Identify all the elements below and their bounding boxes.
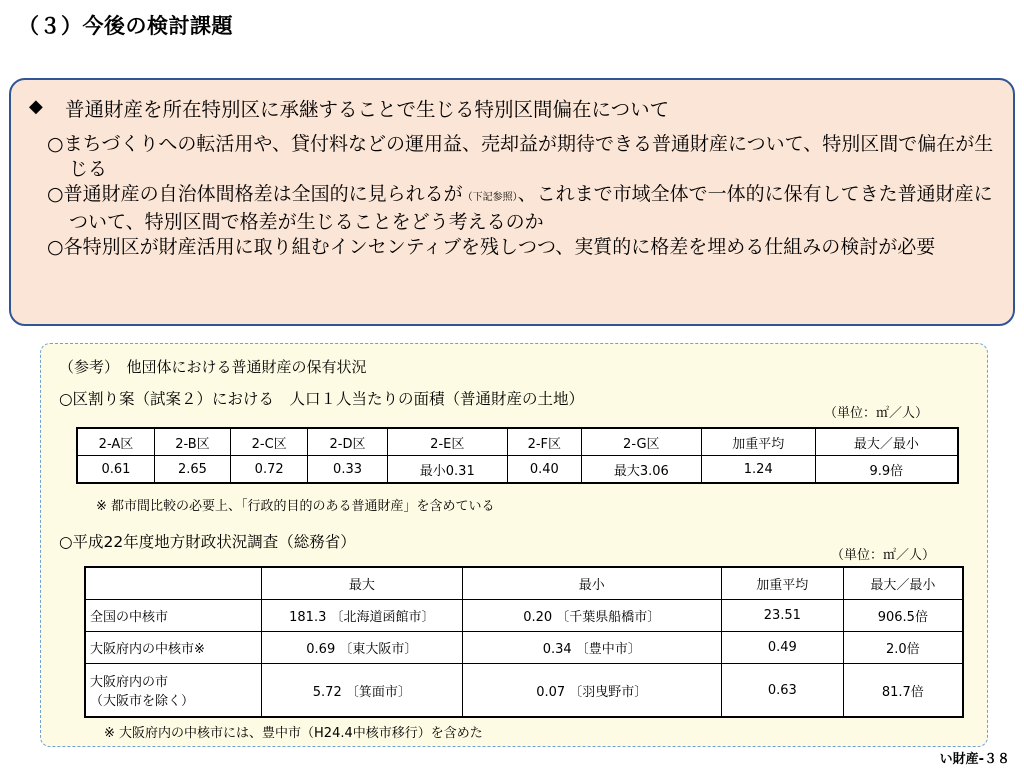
row-label-line1: 大阪府内の市	[90, 675, 169, 690]
row-label-line2: （大阪市を除く）	[90, 694, 195, 709]
header-cell: 2-B区	[154, 428, 230, 456]
table1-unit: （単位：㎡／人）	[824, 406, 929, 421]
table-row	[77, 456, 958, 484]
header-cell: 2-C区	[230, 428, 307, 456]
issue-point-1: ○まちづくりへの転活用や、貸付料などの運用益、売却益が期待できる普通財産について、特別区間で偏在が生じる	[47, 133, 994, 180]
header-cell: 2-D区	[308, 428, 387, 456]
header-cell: 加重平均	[701, 428, 815, 456]
avg-cell: 23.51	[721, 600, 843, 632]
max-cell: 5.72 〔箕面市〕	[262, 664, 463, 718]
table1-subheading: ○区割り案（試案２）における 人口１人当たりの面積（普通財産の土地）	[59, 390, 585, 408]
row-label: 全国の中核市	[85, 600, 262, 632]
reference-heading: （参考） 他団体における普通財産の保有状況	[59, 358, 367, 376]
row-label	[85, 664, 262, 718]
value-cell: 最大3.06	[581, 456, 701, 484]
value-cell: 0.40	[507, 456, 581, 484]
page-title: （３）今後の検討課題	[18, 14, 233, 38]
max-cell: 0.69 〔東大阪市〕	[262, 632, 463, 664]
ratio-cell: 2.0倍	[843, 632, 963, 664]
page-number: い財産-３８	[939, 752, 1010, 767]
issue-point-3: ○各特別区が財産活用に取り組むインセンティブを残しつつ、実質的に格差を埋める仕組みの検討が必要	[47, 236, 936, 258]
issue-points	[47, 132, 1007, 260]
max-cell: 181.3 〔北海道函館市〕	[262, 600, 463, 632]
header-cell: 最小	[462, 567, 721, 600]
table-header-row	[85, 567, 963, 600]
table1-note: ※ 都市間比較の必要上、「行政的目的のある普通財産」を含めている	[96, 499, 495, 514]
diamond-bullet-icon: ◆	[29, 96, 43, 117]
header-cell: 加重平均	[721, 567, 843, 600]
reference-box	[40, 343, 988, 747]
ratio-cell: 906.5倍	[843, 600, 963, 632]
issue-point-2	[47, 182, 1007, 235]
issue-point-2-text-a: ○普通財産の自治体間格差は全国的に見られるが	[47, 183, 463, 205]
see-below-note: （下記参照）	[462, 192, 518, 203]
header-cell-empty	[85, 567, 262, 600]
value-cell: 最小0.31	[387, 456, 507, 484]
issue-box	[9, 78, 1015, 326]
value-cell: 1.24	[701, 456, 815, 484]
value-cell: 9.9倍	[815, 456, 958, 484]
header-cell: 2-E区	[387, 428, 507, 456]
value-cell: 0.61	[77, 456, 154, 484]
table-row	[85, 664, 963, 718]
table-header-row	[77, 428, 958, 456]
header-cell: 2-F区	[507, 428, 581, 456]
table-row	[85, 632, 963, 664]
table2-note: ※ 大阪府内の中核市には、豊中市（H24.4中核市移行）を含めた	[104, 726, 483, 741]
table-row	[85, 600, 963, 632]
min-cell: 0.34 〔豊中市〕	[462, 632, 721, 664]
area-per-capita-table	[76, 427, 959, 484]
value-cell: 0.33	[308, 456, 387, 484]
table2-subheading: ○平成22年度地方財政状況調査（総務省）	[59, 533, 356, 551]
value-cell: 0.72	[230, 456, 307, 484]
value-cell: 2.65	[154, 456, 230, 484]
min-cell: 0.07 〔羽曳野市〕	[462, 664, 721, 718]
header-cell: 最大／最小	[815, 428, 958, 456]
min-cell: 0.20 〔千葉県船橋市〕	[462, 600, 721, 632]
avg-cell: 0.49	[721, 632, 843, 664]
avg-cell: 0.63	[721, 664, 843, 718]
issue-headline: 普通財産を所在特別区に承継することで生じる特別区間偏在について	[65, 98, 670, 121]
header-cell: 2-G区	[581, 428, 701, 456]
header-cell: 2-A区	[77, 428, 154, 456]
table2-unit: （単位：㎡／人）	[831, 548, 936, 563]
header-cell: 最大／最小	[843, 567, 963, 600]
header-cell: 最大	[262, 567, 463, 600]
ratio-cell: 81.7倍	[843, 664, 963, 718]
issue-point-2-text-b: 、これまで市域全体で一体的に保有してきた普通財産について、特別区間で格差が生じることをどう考えるのか	[69, 183, 993, 233]
financial-survey-table	[84, 566, 964, 718]
row-label: 大阪府内の中核市※	[85, 632, 262, 664]
